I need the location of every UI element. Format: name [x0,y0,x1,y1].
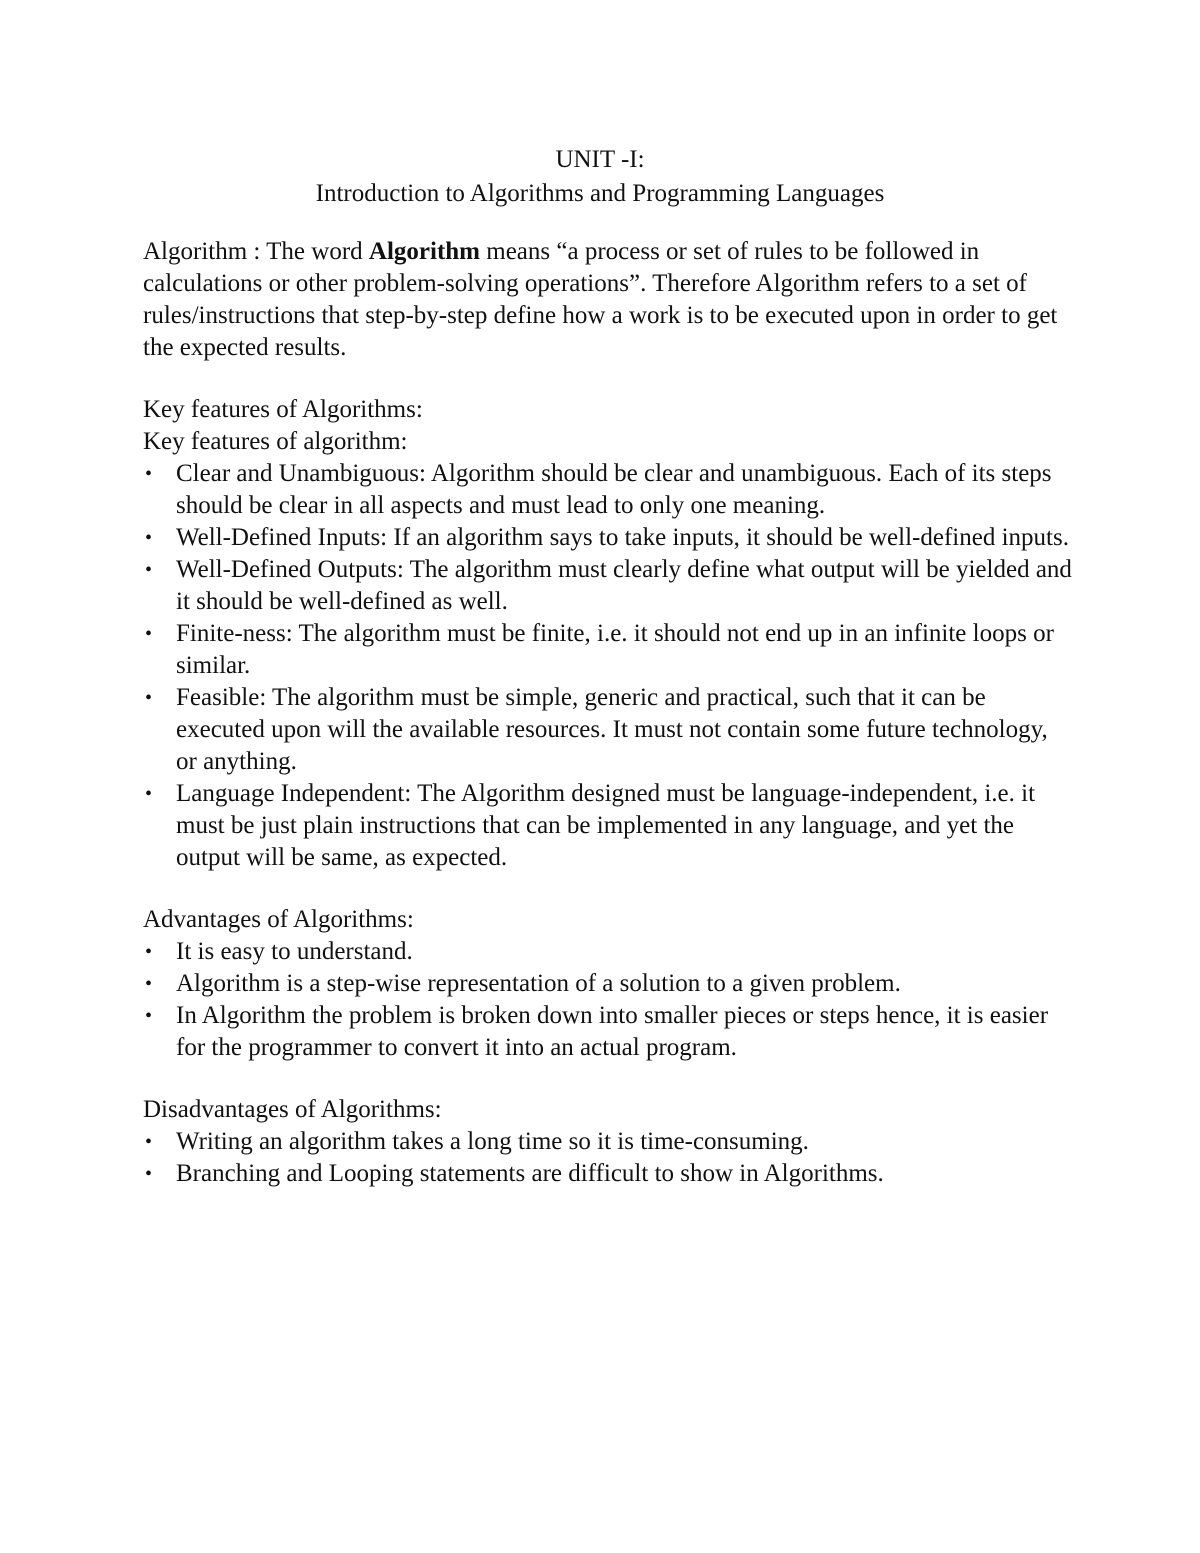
title-block [0,143,1200,211]
list-item-text: Writing an algorithm takes a long time so it is time-consuming. [176,1128,809,1155]
list-item [143,1000,1073,1064]
list-item-text: Language Independent: The Algorithm designed must be language-independent, i.e. it must be just plain instructions that can be implemented in any language, and yet the output will be same, as expected. [176,780,1036,871]
bullet-icon: • [145,687,153,709]
bullet-icon: • [145,973,153,995]
intro-prefix: Algorithm : The word [143,238,369,265]
key-features-subheading: Key features of algorithm: [143,428,408,455]
bullet-icon: • [145,623,153,645]
unit-title: UNIT -I: [555,146,645,173]
key-features-heading: Key features of Algorithms: [143,396,423,423]
list-item [143,936,1073,968]
bullet-icon: • [145,1163,153,1185]
list-item [143,1158,1073,1190]
list-item-text: Algorithm is a step-wise representation of a solution to a given problem. [176,970,901,997]
intro-definition: means “a process or set of rules to be followed in calculations or other problem-solving operations”. Therefore Algorithm refers to a set of rules/instructions that step-by-step define how a work is to be executed upon in order to get the expected results. [143,238,1058,361]
list-item-text: Well-Defined Inputs: If an algorithm says to take inputs, it should be well-defined inputs. [176,524,1069,551]
list-item-text: Feasible: The algorithm must be simple, generic and practical, such that it can be executed upon will the available resources. It must not contain some future technology, or anything. [176,684,1048,775]
list-item [143,1126,1073,1158]
advantages-section [143,904,1073,1064]
list-item [143,968,1073,1000]
document-body [143,236,1073,1220]
disadvantages-section [143,1094,1073,1190]
bullet-icon: • [145,1005,153,1027]
bullet-icon: • [145,941,153,963]
list-item-text: In Algorithm the problem is broken down into smaller pieces or steps hence, it is easier for the programmer to convert it into an actual program. [176,1002,1049,1061]
list-item-text: Clear and Unambiguous: Algorithm should be clear and unambiguous. Each of its steps should be clear in all aspects and must lead to only one meaning. [176,460,1052,519]
list-item [143,778,1073,874]
bullet-icon: • [145,527,153,549]
intro-paragraph [143,236,1073,364]
list-item-text: It is easy to understand. [176,938,413,965]
advantages-heading: Advantages of Algorithms: [143,906,414,933]
bullet-icon: • [145,783,153,805]
document-subtitle: Introduction to Algorithms and Programming Languages [315,180,885,207]
list-item [143,458,1073,522]
disadvantages-list [143,1126,1073,1190]
list-item-text: Well-Defined Outputs: The algorithm must clearly define what output will be yielded and it should be well-defined as well. [176,556,1072,615]
key-features-section [143,394,1073,874]
list-item [143,554,1073,618]
advantages-list [143,936,1073,1064]
list-item [143,522,1073,554]
list-item [143,618,1073,682]
bullet-icon: • [145,463,153,485]
list-item-text: Branching and Looping statements are difficult to show in Algorithms. [176,1160,884,1187]
list-item-text: Finite-ness: The algorithm must be finite, i.e. it should not end up in an infinite loops or similar. [176,620,1054,679]
bullet-icon: • [145,1131,153,1153]
intro-term: Algorithm [368,238,481,265]
disadvantages-heading: Disadvantages of Algorithms: [143,1096,442,1123]
bullet-icon: • [145,559,153,581]
key-features-list [143,458,1073,874]
list-item [143,682,1073,778]
